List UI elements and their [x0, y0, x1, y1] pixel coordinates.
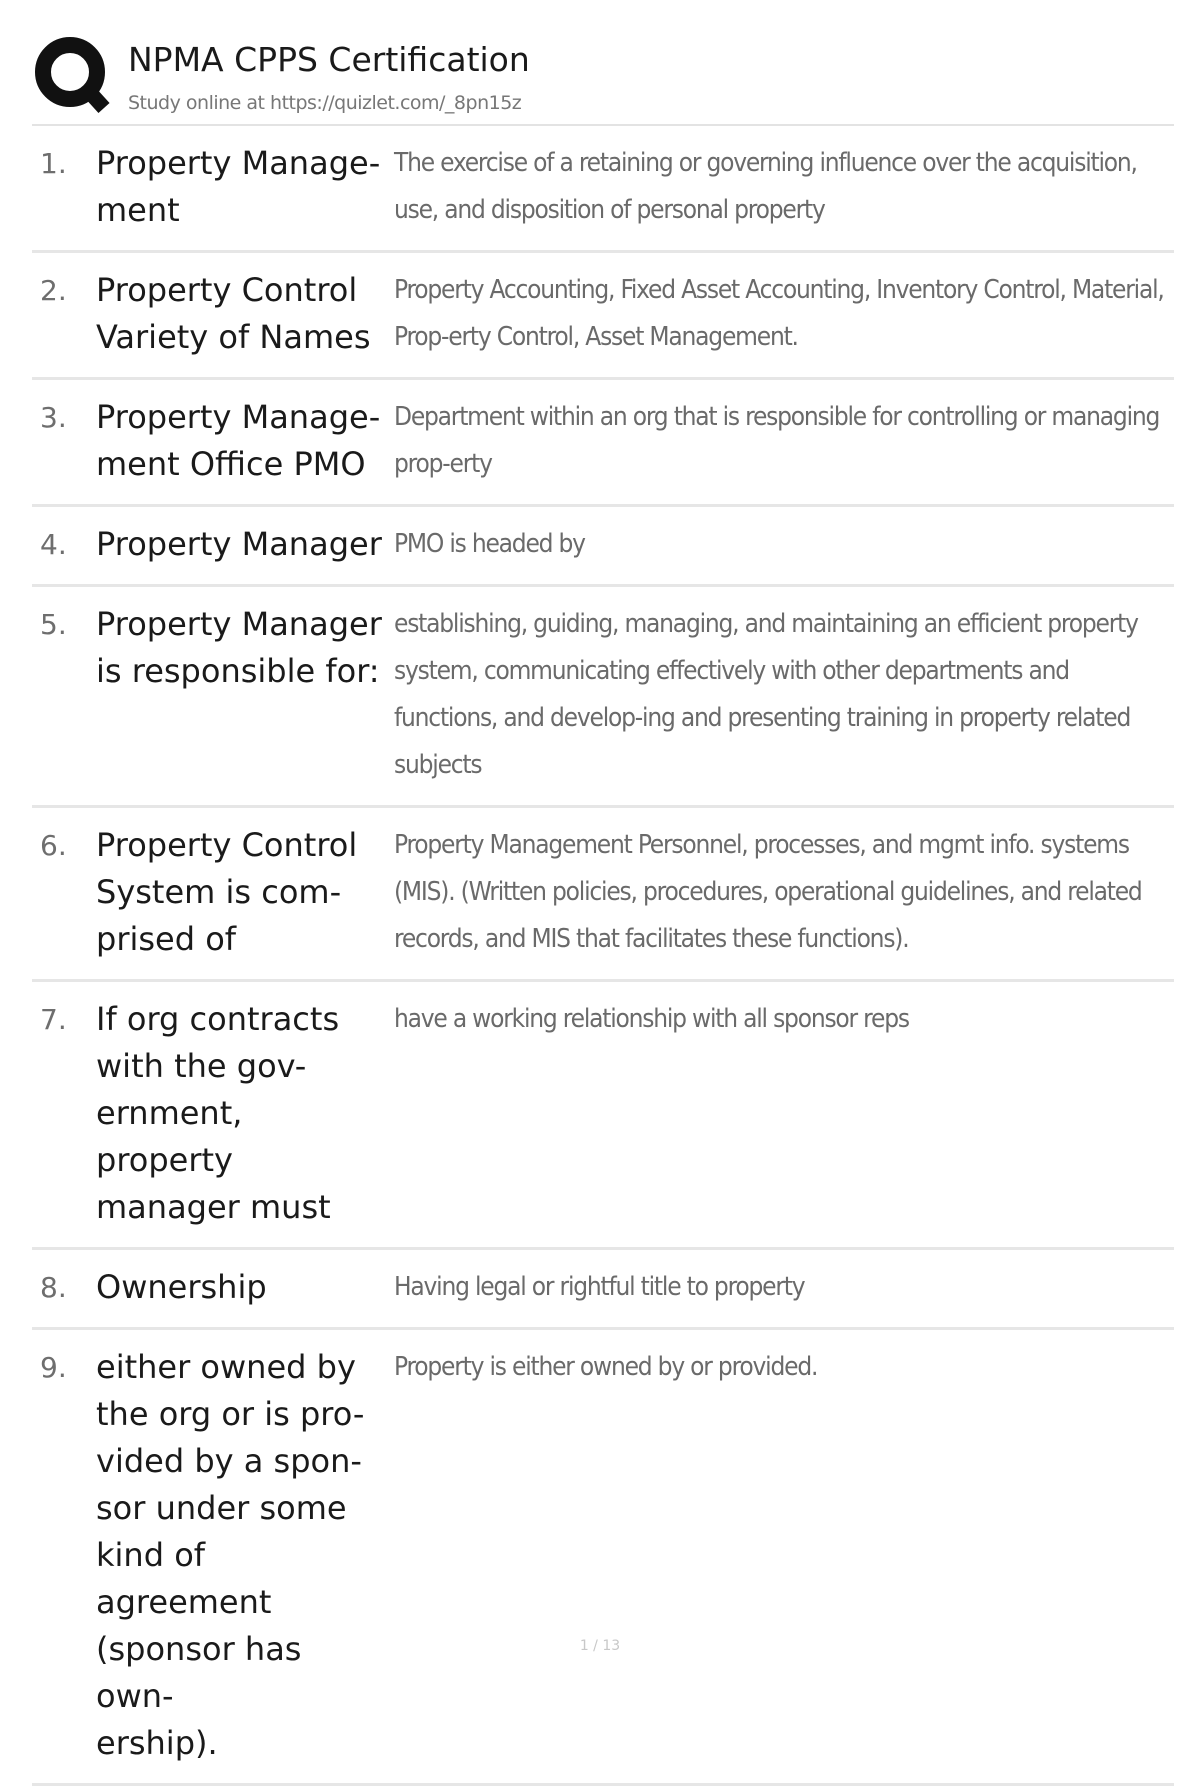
term-number: 2. — [40, 274, 67, 307]
page-number: 1 / 13 — [579, 1638, 621, 1654]
term-row — [32, 1330, 1174, 1786]
term-list — [32, 126, 1174, 1786]
term-definition: Property is either owned by or provided. — [394, 1352, 818, 1382]
term-word: Property Manage- ment Office PMO — [96, 398, 381, 483]
term-number: 7. — [40, 1003, 67, 1036]
term-word: If org contracts with the gov- ernment, property manager must — [96, 1000, 340, 1226]
term-word: either owned by the org or is pro- vided by a spon- sor under some kind of agreement (sponsor has own- ership). — [96, 1348, 365, 1762]
term-definition: establishing, guiding, managing, and maintaining an efficient property system, communicating effectively with other departments and functions, and develop-ing and presenting training in property related subjects — [394, 609, 1138, 780]
document-title: NPMA CPPS Certification — [128, 40, 530, 79]
term-word: Property Manager — [96, 525, 382, 563]
term-row — [32, 587, 1174, 808]
term-definition: Property Management Personnel, processes, and mgmt info. systems (MIS). (Written policies, procedures, operational guidelines, and related records, and MIS that facilitates these functions). — [394, 830, 1142, 954]
term-word: Ownership — [96, 1268, 267, 1306]
term-definition: Property Accounting, Fixed Asset Accounting, Inventory Control, Material, Prop-erty Control, Asset Management. — [394, 275, 1164, 352]
term-number: 5. — [40, 608, 67, 641]
term-word: Property Control Variety of Names — [96, 271, 371, 356]
term-row — [32, 808, 1174, 982]
term-number: 4. — [40, 528, 67, 561]
document-header — [32, 34, 1172, 124]
term-word: Property Manage- ment — [96, 144, 381, 229]
term-number: 1. — [40, 147, 67, 180]
term-row — [32, 126, 1174, 253]
term-number: 6. — [40, 829, 67, 862]
term-number: 3. — [40, 401, 67, 434]
term-word: Property Control System is com- prised of — [96, 826, 358, 958]
term-definition: PMO is headed by — [394, 529, 585, 559]
term-definition: Department within an org that is responsible for controlling or managing prop-erty — [394, 402, 1160, 479]
study-online-link[interactable]: Study online at https://quizlet.com/_8pn15z — [128, 92, 522, 114]
term-definition: Having legal or rightful title to property — [394, 1272, 805, 1302]
term-number: 8. — [40, 1271, 67, 1304]
quizlet-logo-icon — [32, 34, 112, 114]
term-number: 9. — [40, 1351, 67, 1384]
term-definition: have a working relationship with all sponsor reps — [394, 1004, 909, 1034]
term-row — [32, 507, 1174, 587]
term-row — [32, 380, 1174, 507]
term-definition: The exercise of a retaining or governing influence over the acquisition, use, and disposition of personal property — [394, 148, 1137, 225]
term-row — [32, 982, 1174, 1250]
term-word: Property Manager is responsible for: — [96, 605, 382, 690]
term-row — [32, 1250, 1174, 1330]
term-row — [32, 253, 1174, 380]
